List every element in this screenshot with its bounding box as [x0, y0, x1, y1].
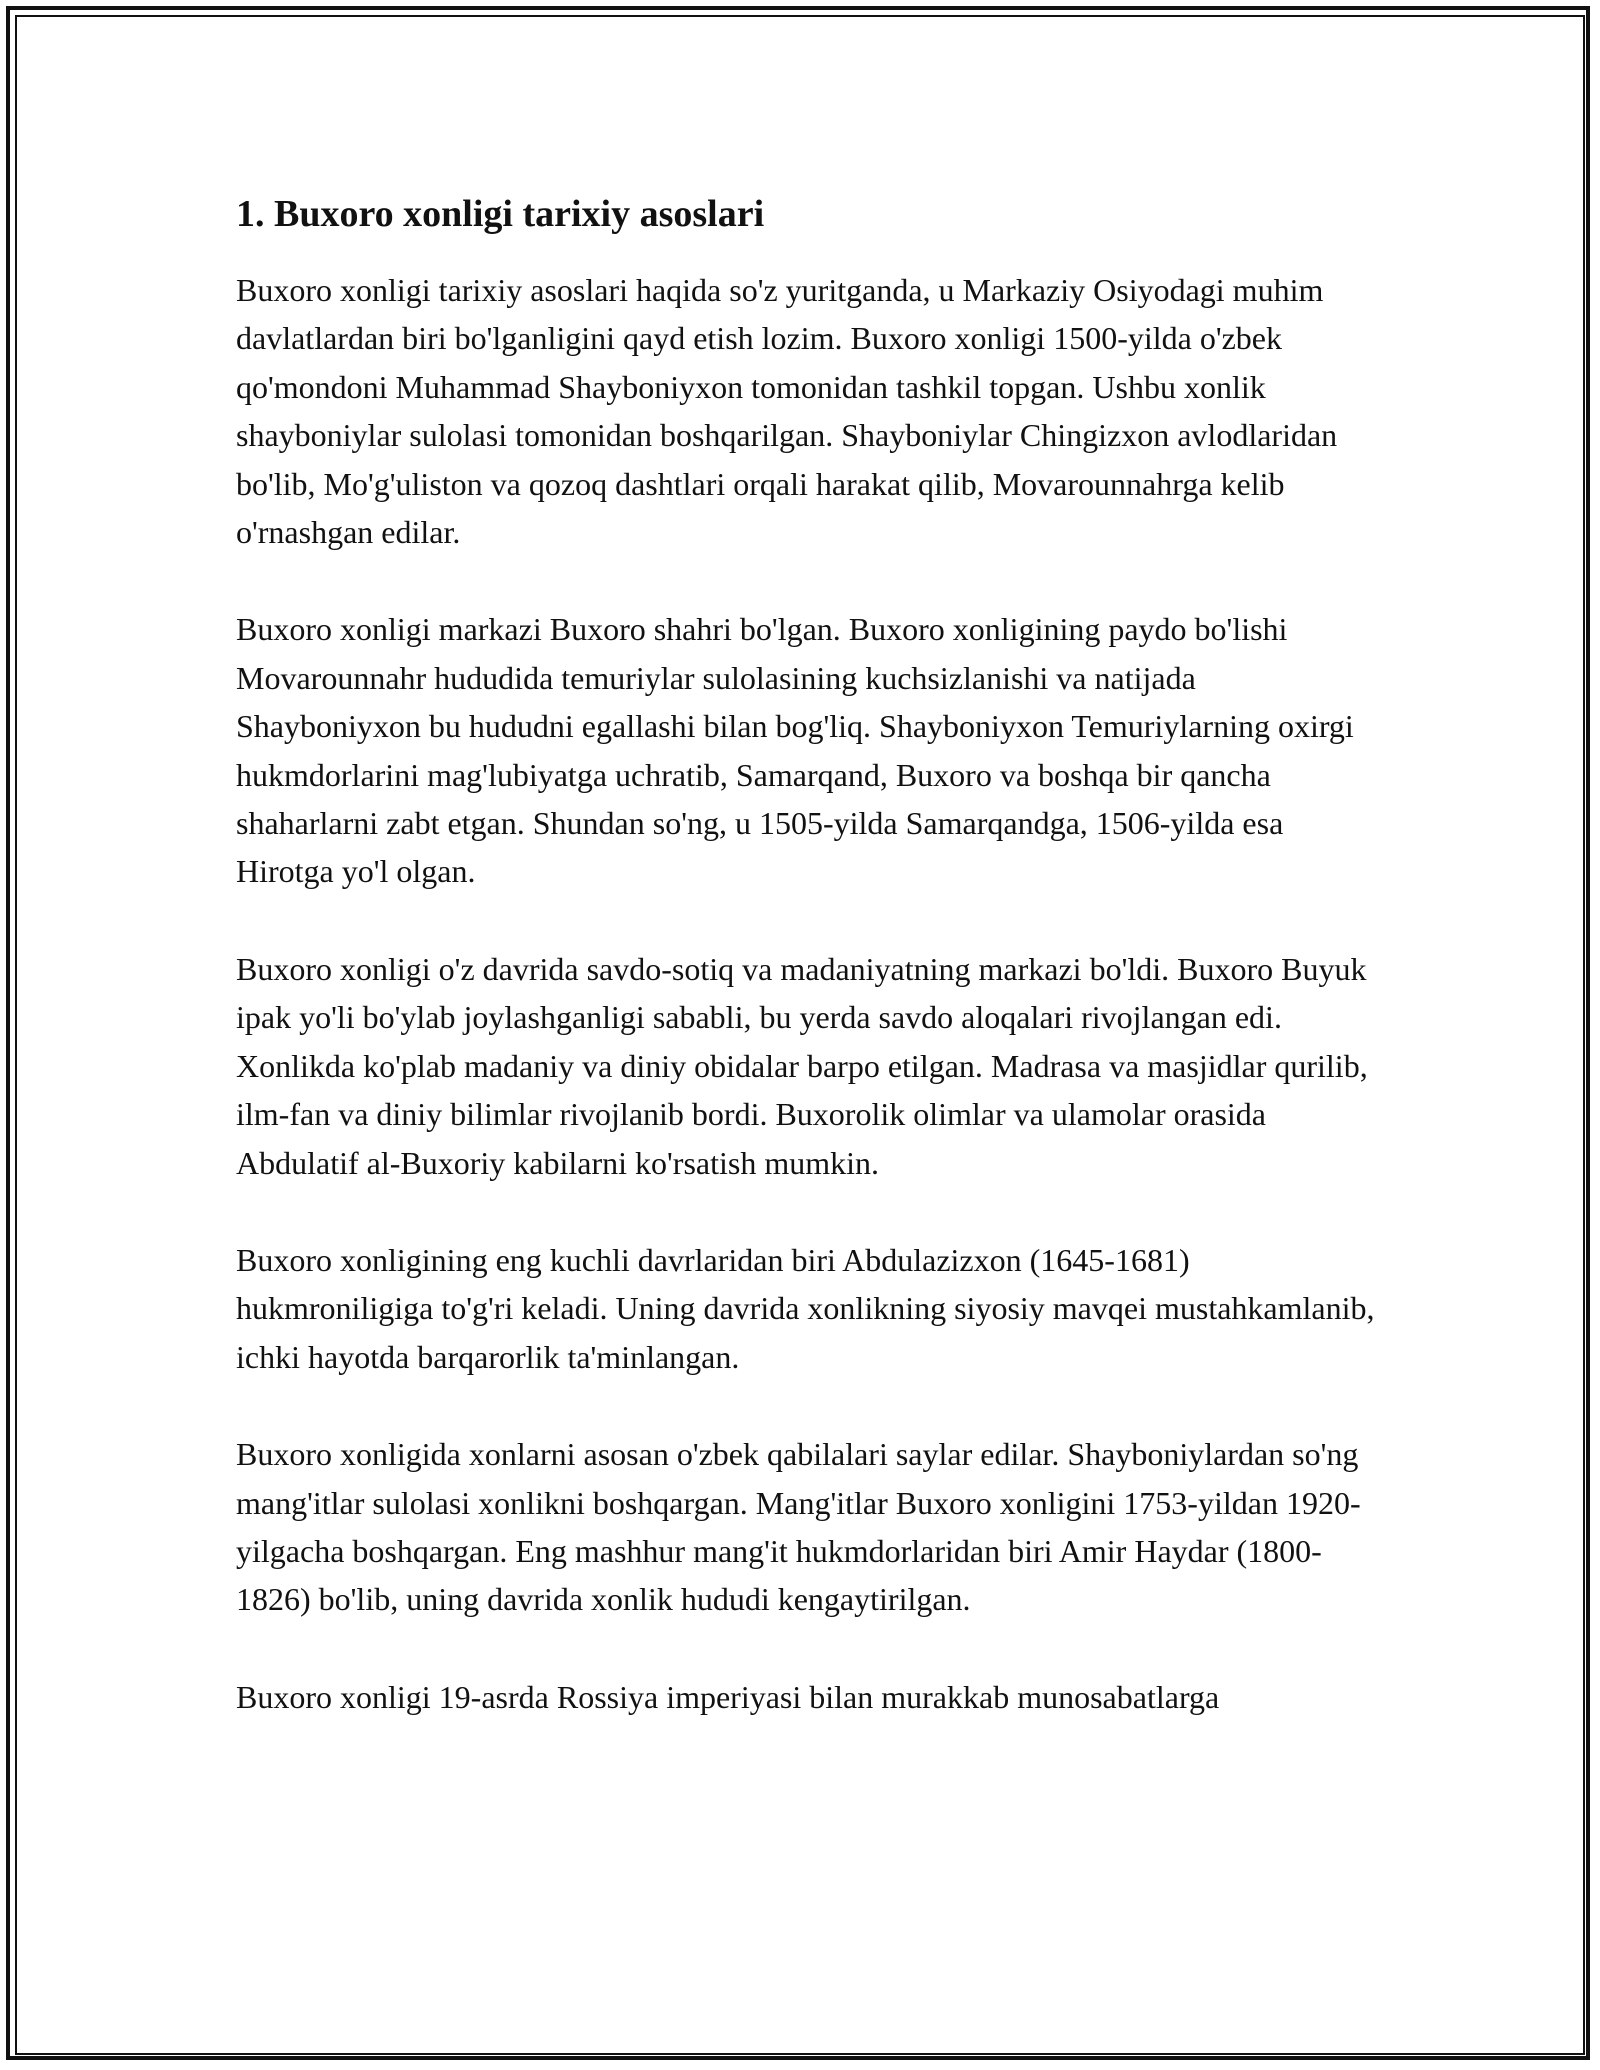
- paragraph-5: Buxoro xonligida xonlarni asosan o'zbek qabilalari saylar edilar. Shayboniylardan so'ng mang'itlar sulolasi xonlikni boshqargan. Mang'itlar Buxoro xonligini 1753-yildan 1920-yilgacha boshqargan. Eng mashhur mang'it hukmdorlaridan biri Amir Haydar (1800-1826) bo'lib, uning davrida xonlik hududi kengaytirilgan.: [236, 1436, 1361, 1618]
- paragraph-3: Buxoro xonligi o'z davrida savdo-sotiq va madaniyatning markazi bo'ldi. Buxoro Buyuk ipak yo'li bo'ylab joylashganligi sababli, bu yerda savdo aloqalari rivojlangan edi. Xonlikda ko'plab madaniy va diniy obidalar barpo etilgan. Madrasa va masjidlar qurilib, ilm-fan va diniy bilimlar rivojlanib bordi. Buxorolik olimlar va ulamolar orasida Abdulatif al-Buxoriy kabilarni ko'rsatish mumkin.: [236, 950, 1368, 1181]
- document-body: [236, 188, 1376, 1770]
- paragraph-1: Buxoro xonligi tarixiy asoslari haqida so'z yuritganda, u Markaziy Osiyodagi muhim davlatlardan biri bo'lganligini qayd etish lozim. Buxoro xonligi 1500-yilda o'zbek qo'mondoni Muhammad Shayboniyxon tomonidan tashkil topgan. Ushbu xonlik shayboniylar sulolasi tomonidan boshqarilgan. Shayboniylar Chingizxon avlodlaridan bo'lib, Mo'g'uliston va qozoq dashtlari orqali harakat qilib, Movarounnahrga kelib o'rnashgan edilar.: [236, 272, 1338, 551]
- section-heading: 1. Buxoro xonligi tarixiy asoslari: [236, 193, 765, 235]
- paragraph-6: Buxoro xonligi 19-asrda Rossiya imperiyasi bilan murakkab munosabatlarga: [236, 1678, 1220, 1715]
- paragraph-4: Buxoro xonligining eng kuchli davrlaridan biri Abdulazizxon (1645-1681) hukmroniligiga to'g'ri keladi. Uning davrida xonlikning siyosiy mavqei mustahkamlanib, ichki hayotda barqarorlik ta'minlangan.: [236, 1241, 1375, 1375]
- paragraph-2: Buxoro xonligi markazi Buxoro shahri bo'lgan. Buxoro xonligining paydo bo'lishi Movarounnahr hududida temuriylar sulolasining kuchsizlanishi va natijada Shayboniyxon bu hududni egallashi bilan bog'liq. Shayboniyxon Temuriylarning oxirgi hukmdorlarini mag'lubiyatga uchratib, Samarqand, Buxoro va boshqa bir qancha shaharlarni zabt etgan. Shundan so'ng, u 1505-yilda Samarqandga, 1506-yilda esa Hirotga yo'l olgan.: [236, 611, 1354, 890]
